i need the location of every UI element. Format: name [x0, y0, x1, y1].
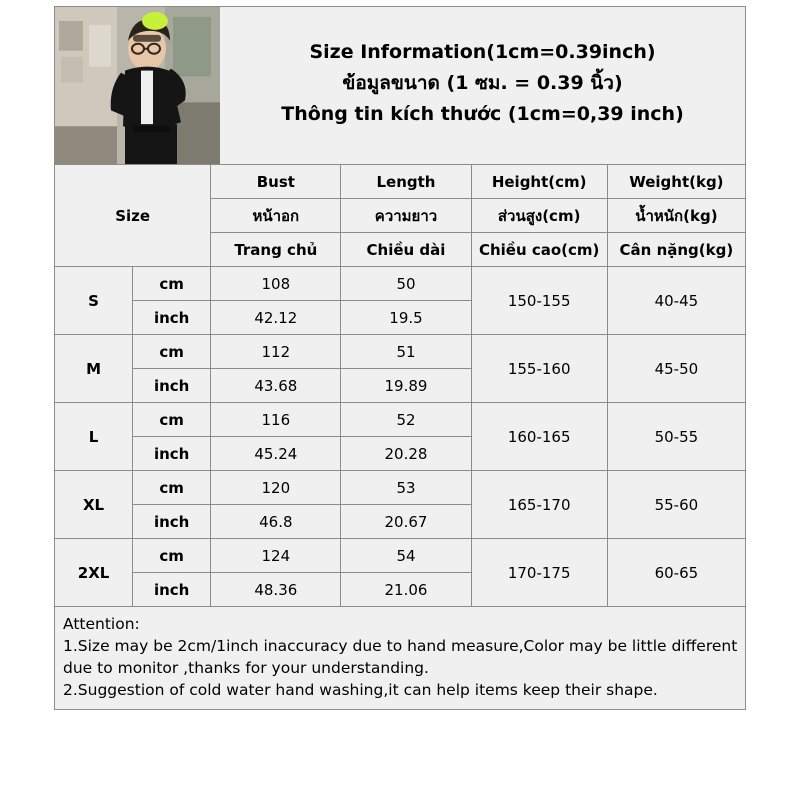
row-unit-cm: cm [133, 403, 211, 437]
cell-bust-inch: 42.12 [211, 301, 341, 335]
row-unit-cm: cm [133, 335, 211, 369]
col-height-th: ส่วนสูง(cm) [471, 199, 607, 233]
row-size-label: L [55, 403, 133, 471]
cell-weight: 55-60 [607, 471, 745, 539]
row-unit-inch: inch [133, 369, 211, 403]
cell-length-cm: 53 [341, 471, 471, 505]
col-length-en: Length [341, 165, 471, 199]
row-unit-inch: inch [133, 573, 211, 607]
col-weight-en: Weight(kg) [607, 165, 745, 199]
cell-bust-cm: 116 [211, 403, 341, 437]
row-unit-inch: inch [133, 301, 211, 335]
cell-length-inch: 20.28 [341, 437, 471, 471]
cell-height: 165-170 [471, 471, 607, 539]
title-vi: Thông tin kích thước (1cm=0,39 inch) [281, 103, 684, 125]
model-photo-image [55, 7, 220, 164]
header-titles [220, 7, 745, 164]
attention-line-3: 2.Suggestion of cold water hand washing,it can help items keep their shape. [63, 681, 658, 699]
col-length-th: ความยาว [341, 199, 471, 233]
col-length-vi: Chiều dài [341, 233, 471, 267]
cell-weight: 45-50 [607, 335, 745, 403]
col-height-en: Height(cm) [471, 165, 607, 199]
col-bust-th: หน้าอก [211, 199, 341, 233]
row-unit-inch: inch [133, 437, 211, 471]
model-photo [55, 7, 220, 164]
attention-line-2: due to monitor ,thanks for your understanding. [63, 659, 429, 677]
cell-bust-inch: 46.8 [211, 505, 341, 539]
col-bust-en: Bust [211, 165, 341, 199]
row-unit-cm: cm [133, 471, 211, 505]
cell-length-cm: 52 [341, 403, 471, 437]
cell-length-inch: 19.89 [341, 369, 471, 403]
cell-bust-cm: 124 [211, 539, 341, 573]
table-row [55, 471, 746, 505]
row-unit-cm: cm [133, 539, 211, 573]
cell-weight: 60-65 [607, 539, 745, 607]
cell-bust-inch: 45.24 [211, 437, 341, 471]
attention-title: Attention: [63, 615, 140, 633]
row-size-label: XL [55, 471, 133, 539]
table-row [55, 335, 746, 369]
title-en: Size Information(1cm=0.39inch) [309, 41, 656, 63]
cell-bust-inch: 48.36 [211, 573, 341, 607]
cell-bust-cm: 108 [211, 267, 341, 301]
cell-length-inch: 21.06 [341, 573, 471, 607]
cell-weight: 50-55 [607, 403, 745, 471]
row-unit-cm: cm [133, 267, 211, 301]
row-size-label: S [55, 267, 133, 335]
cell-height: 160-165 [471, 403, 607, 471]
table-row [55, 539, 746, 573]
cell-length-cm: 54 [341, 539, 471, 573]
header-band [54, 6, 746, 164]
cell-height: 155-160 [471, 335, 607, 403]
table-row [55, 267, 746, 301]
col-weight-vi: Cân nặng(kg) [607, 233, 745, 267]
cell-height: 150-155 [471, 267, 607, 335]
col-height-vi: Chiều cao(cm) [471, 233, 607, 267]
table-header-row-en [55, 165, 746, 199]
cell-weight: 40-45 [607, 267, 745, 335]
cell-length-inch: 19.5 [341, 301, 471, 335]
title-th: ข้อมูลขนาด (1 ซม. = 0.39 นิ้ว) [342, 72, 623, 94]
size-chart-page [0, 6, 800, 806]
table-row [55, 403, 746, 437]
col-weight-th: น้ำหนัก(kg) [607, 199, 745, 233]
row-size-label: M [55, 335, 133, 403]
cell-length-cm: 50 [341, 267, 471, 301]
cell-height: 170-175 [471, 539, 607, 607]
attention-line-1: 1.Size may be 2cm/1inch inaccuracy due to hand measure,Color may be little different [63, 637, 738, 655]
cell-length-inch: 20.67 [341, 505, 471, 539]
size-table [54, 164, 746, 607]
row-size-label: 2XL [55, 539, 133, 607]
size-header-cell: Size [55, 165, 211, 267]
cell-bust-inch: 43.68 [211, 369, 341, 403]
cell-bust-cm: 120 [211, 471, 341, 505]
row-unit-inch: inch [133, 505, 211, 539]
cell-length-cm: 51 [341, 335, 471, 369]
col-bust-vi: Trang chủ [211, 233, 341, 267]
cell-bust-cm: 112 [211, 335, 341, 369]
attention-box [54, 607, 746, 710]
